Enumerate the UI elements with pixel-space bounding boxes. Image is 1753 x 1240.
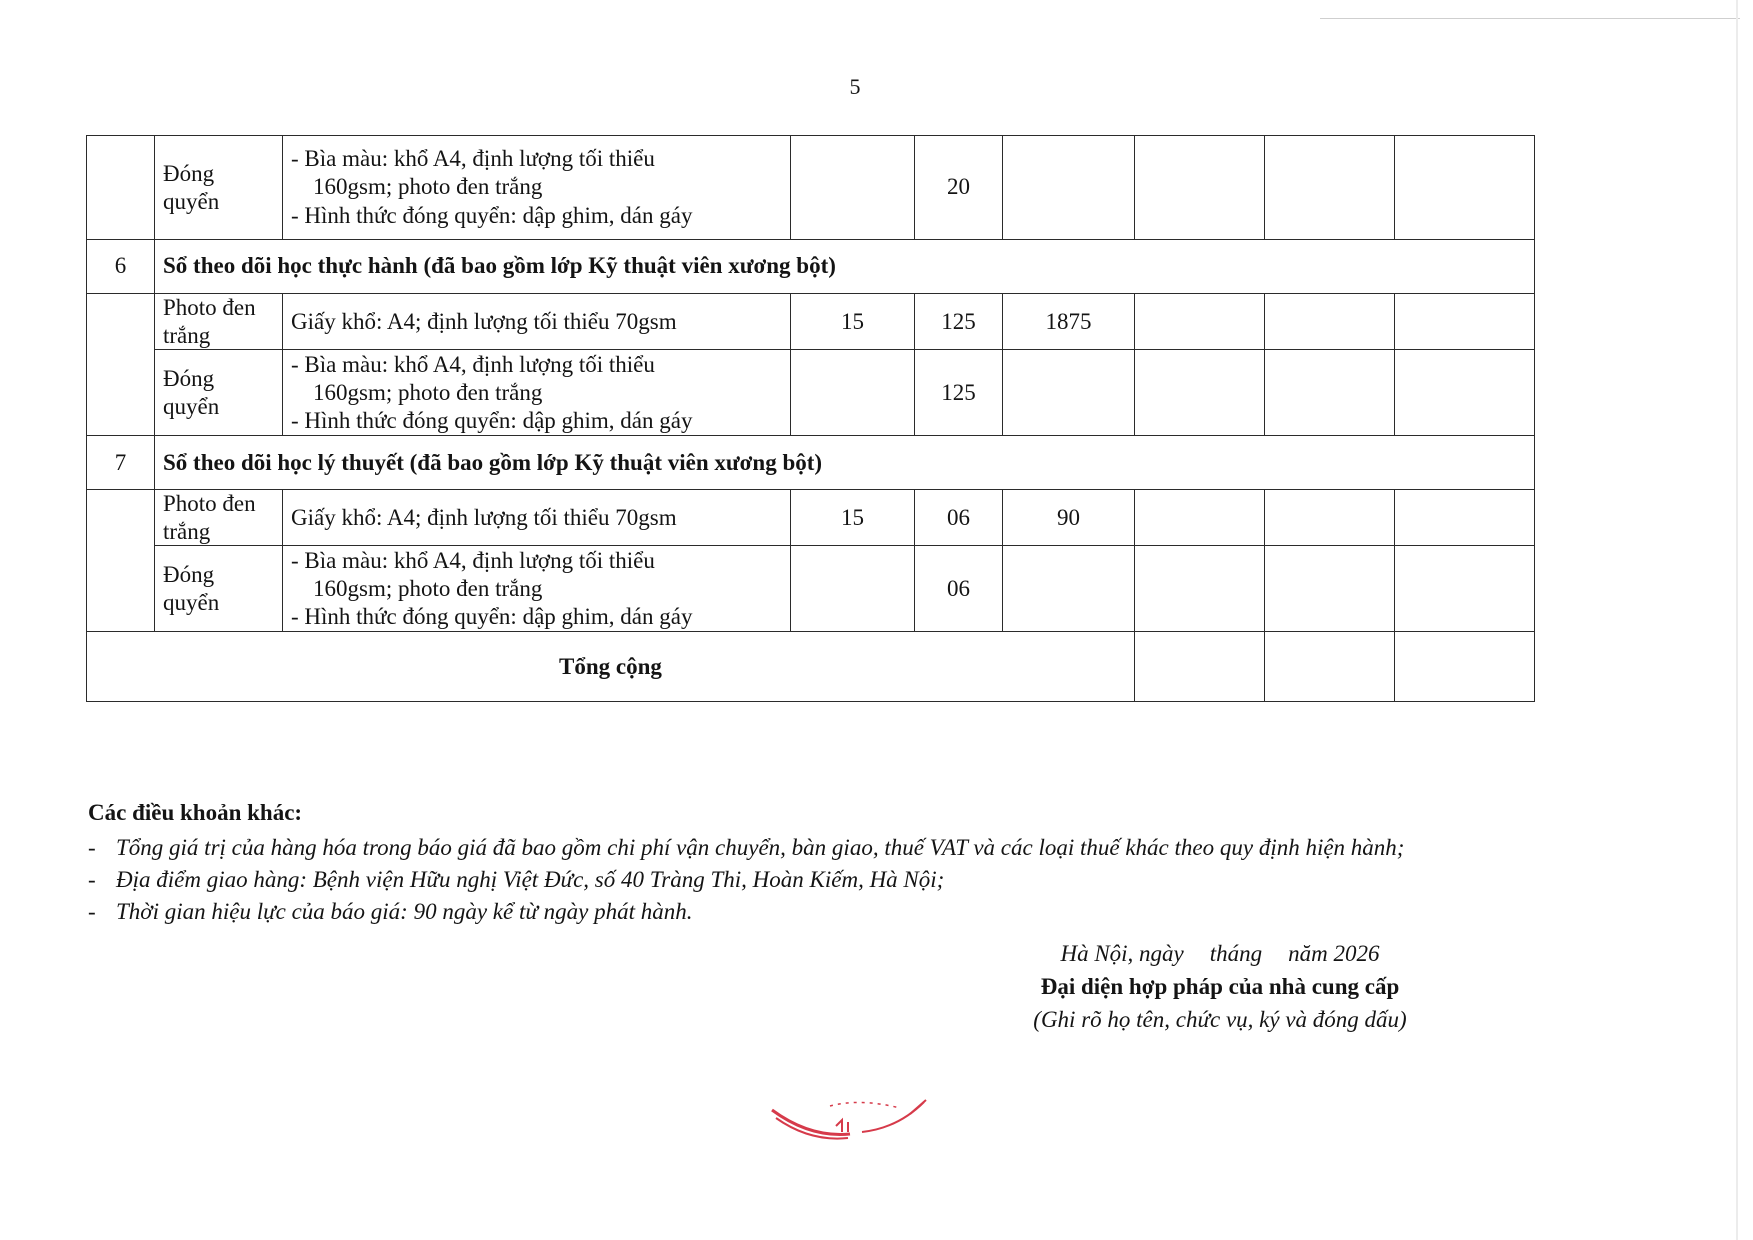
amount-cell [1265, 490, 1395, 546]
row-number: 6 [87, 240, 155, 294]
spec-line: Giấy khổ: A4; định lượng tối thiểu 70gsm [291, 504, 677, 530]
signature-date [960, 937, 1480, 970]
note-cell [1395, 294, 1535, 350]
total-pages-cell [1003, 136, 1135, 240]
item-name: Photo đen trắng [155, 294, 283, 350]
terms-section [88, 800, 1648, 928]
spec-line: - Bìa màu: khổ A4, định lượng tối thiểu [291, 351, 655, 377]
pages-cell [791, 136, 915, 240]
amount-cell [1265, 136, 1395, 240]
spec-line: - Hình thức đóng quyển: dập ghim, dán gáy [291, 603, 693, 629]
group-heading: Sổ theo dõi học thực hành (đã bao gồm lớp Kỹ thuật viên xương bột) [155, 240, 1535, 294]
spec-line: Giấy khổ: A4; định lượng tối thiểu 70gsm [291, 308, 677, 334]
date-year: năm 2026 [1288, 941, 1380, 966]
terms-item: - Thời gian hiệu lực của báo giá: 90 ngày kể từ ngày phát hành. [88, 899, 693, 924]
item-name: Photo đen trắng [155, 490, 283, 546]
spec-line: 160gsm; photo đen trắng [313, 379, 543, 405]
total-pages-cell: 90 [1003, 490, 1135, 546]
row-number-empty [87, 294, 155, 436]
group-heading: Sổ theo dõi học lý thuyết (đã bao gồm lớp Kỹ thuật viên xương bột) [155, 436, 1535, 490]
scan-artifact-edge [1736, 0, 1738, 1240]
page-number: 5 [849, 74, 861, 99]
spec-line: - Hình thức đóng quyển: dập ghim, dán gáy [291, 407, 693, 433]
item-name: Đóng quyển [155, 136, 283, 240]
spec-line: - Bìa màu: khổ A4, định lượng tối thiểu [291, 547, 655, 573]
qty-cell: 125 [915, 294, 1003, 350]
terms-item: - Địa điểm giao hàng: Bệnh viện Hữu nghị Việt Đức, số 40 Tràng Thi, Hoàn Kiếm, Hà Nội; [88, 867, 945, 892]
pages-cell [791, 350, 915, 436]
terms-item: - Tổng giá trị của hàng hóa trong báo giá đã bao gồm chi phí vận chuyển, bàn giao, thuế VAT và các loại thuế khác theo quy định hiện hành; [88, 835, 1405, 860]
total-pages-cell: 1875 [1003, 294, 1135, 350]
group-heading-row [87, 240, 1535, 294]
table-row [87, 136, 1535, 240]
row-number: 7 [87, 436, 155, 490]
table-row [87, 294, 1535, 350]
scan-artifact-line [1320, 18, 1740, 19]
total-pages-cell [1003, 350, 1135, 436]
total-unit-price-cell [1135, 632, 1265, 702]
spec-line: - Bìa màu: khổ A4, định lượng tối thiểu [291, 146, 655, 172]
table-body [87, 136, 1535, 702]
total-row [87, 632, 1535, 702]
table-row [87, 546, 1535, 632]
group-heading-row [87, 436, 1535, 490]
note-cell [1395, 350, 1535, 436]
pages-cell: 15 [791, 490, 915, 546]
note-cell [1395, 546, 1535, 632]
qty-cell: 06 [915, 490, 1003, 546]
spec-line: - Hình thức đóng quyển: dập ghim, dán gáy [291, 202, 693, 228]
total-note-cell [1395, 632, 1535, 702]
terms-item-text: Địa điểm giao hàng: Bệnh viện Hữu nghị Việt Đức, số 40 Tràng Thi, Hoàn Kiếm, Hà Nội; [116, 867, 945, 892]
note-cell [1395, 490, 1535, 546]
terms-item-text: Tổng giá trị của hàng hóa trong báo giá đã bao gồm chi phí vận chuyển, bàn giao, thuế VAT và các loại thuế khác theo quy định hiện hành; [116, 835, 1405, 860]
qty-cell: 125 [915, 350, 1003, 436]
qty-cell: 20 [915, 136, 1003, 240]
signature-title: Đại diện hợp pháp của nhà cung cấp [1040, 974, 1400, 999]
unit-price-cell [1135, 546, 1265, 632]
amount-cell [1265, 350, 1395, 436]
spec-line: 160gsm; photo đen trắng [313, 174, 543, 200]
item-spec [283, 546, 791, 632]
table-row [87, 350, 1535, 436]
item-spec [283, 294, 791, 350]
date-month: tháng [1209, 941, 1263, 966]
date-prefix: Hà Nội, ngày [1060, 941, 1184, 966]
terms-title: Các điều khoản khác: [88, 800, 303, 825]
spec-line: 160gsm; photo đen trắng [313, 575, 543, 601]
item-spec [283, 350, 791, 436]
row-number-empty [87, 490, 155, 632]
total-label: Tổng cộng [87, 632, 1135, 702]
total-amount-cell [1265, 632, 1395, 702]
terms-item-text: Thời gian hiệu lực của báo giá: 90 ngày kể từ ngày phát hành. [116, 899, 693, 924]
unit-price-cell [1135, 350, 1265, 436]
table-row [87, 490, 1535, 546]
red-stamp-fragment-icon [770, 1098, 930, 1148]
item-name: Đóng quyển [155, 546, 283, 632]
quotation-table [86, 135, 1535, 702]
item-name: Đóng quyển [155, 350, 283, 436]
signature-note: (Ghi rõ họ tên, chức vụ, ký và đóng dấu) [1033, 1007, 1407, 1032]
item-spec [283, 490, 791, 546]
unit-price-cell [1135, 294, 1265, 350]
signature-block [960, 937, 1480, 1036]
total-pages-cell [1003, 546, 1135, 632]
row-number-empty [87, 136, 155, 240]
qty-cell: 06 [915, 546, 1003, 632]
pages-cell [791, 546, 915, 632]
unit-price-cell [1135, 136, 1265, 240]
pages-cell: 15 [791, 294, 915, 350]
item-spec [283, 136, 791, 240]
note-cell [1395, 136, 1535, 240]
unit-price-cell [1135, 490, 1265, 546]
amount-cell [1265, 546, 1395, 632]
amount-cell [1265, 294, 1395, 350]
